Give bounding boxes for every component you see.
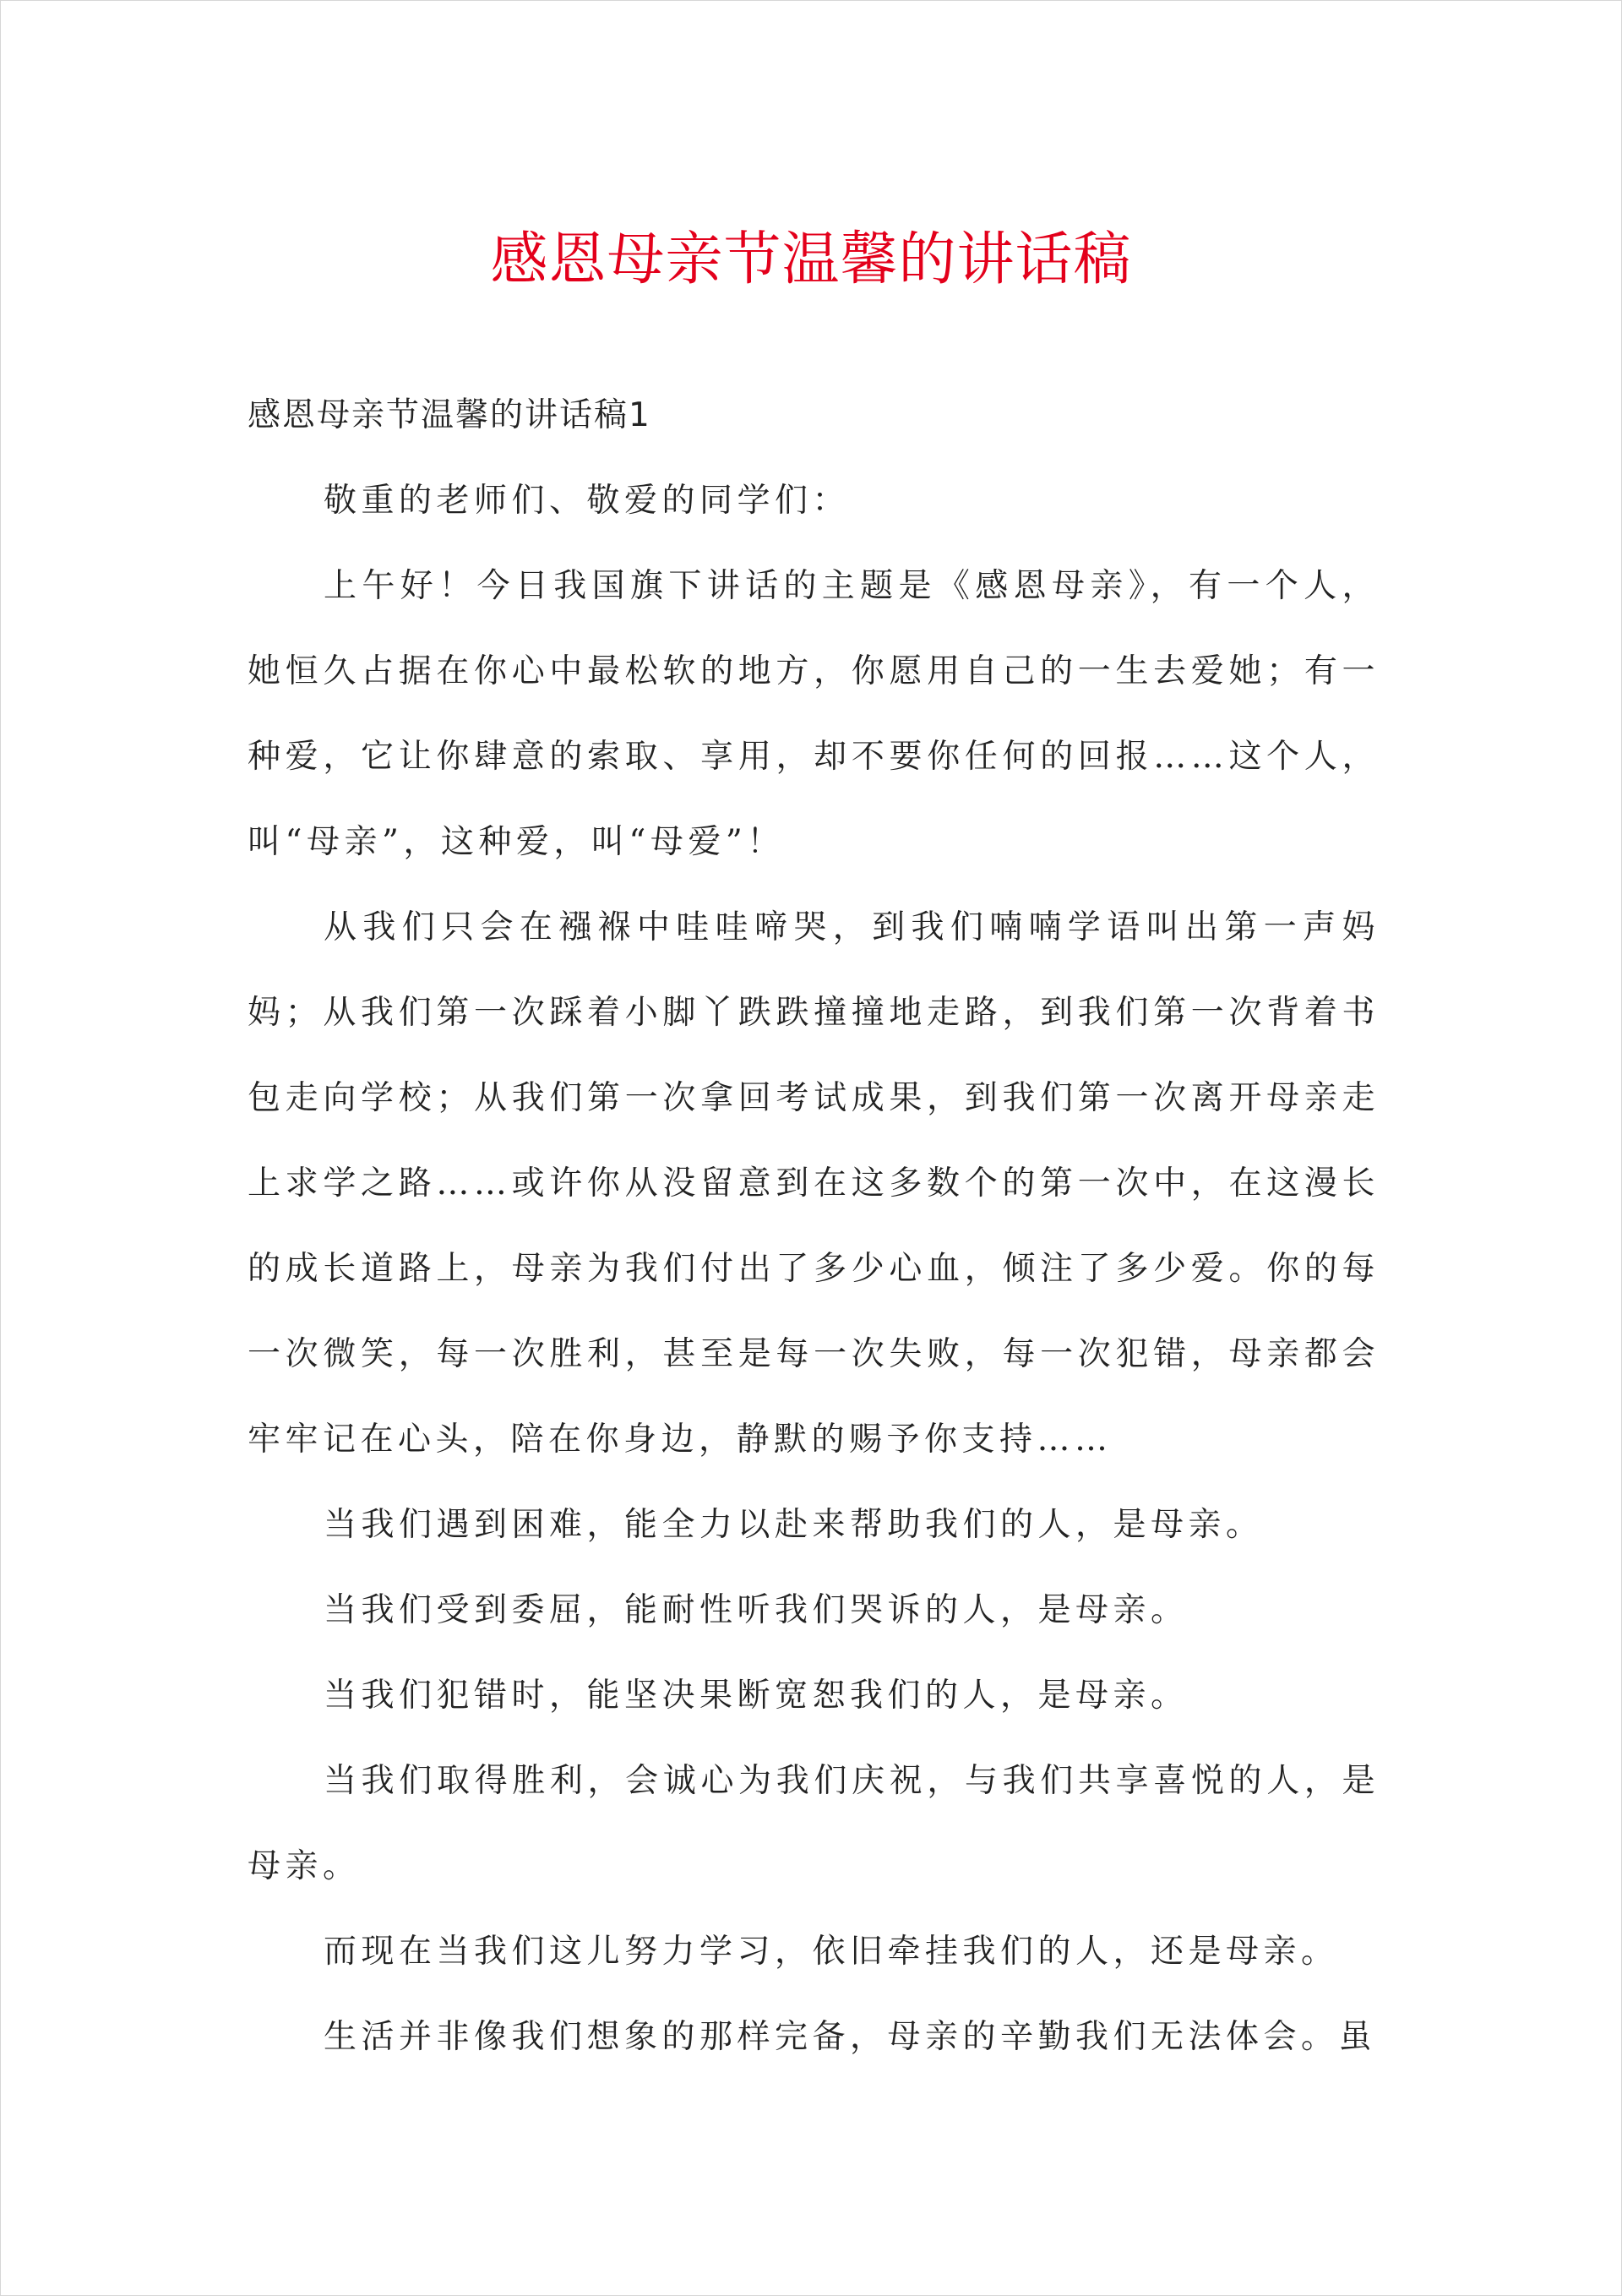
paragraph-mistake: 当我们犯错时，能坚决果断宽恕我们的人，是母亲。: [324, 1677, 1189, 1715]
document-body: [248, 373, 1380, 2080]
paragraph-opening: 上午好！今日我国旗下讲话的主题是《感恩母亲》，有一个人，她恒久占据在你心中最松软的地方，你愿用自己的一生去爱她；有一种爱，它让你肆意的索取、享用，却不要你任何的回报……这个人，叫“母亲”，这种爱，叫“母爱”！: [248, 567, 1380, 861]
document-title: 感恩母亲节温馨的讲话稿: [490, 226, 1132, 293]
section-heading: 感恩母亲节温馨的讲话稿1: [248, 396, 651, 434]
paragraph-grievance: 当我们受到委屈，能耐性听我们哭诉的人，是母亲。: [324, 1591, 1189, 1629]
paragraph-salutation: 敬重的老师们、敬爱的同学们：: [324, 482, 851, 520]
paragraph-difficulty: 当我们遇到困难，能全力以赴来帮助我们的人，是母亲。: [324, 1506, 1264, 1544]
paragraph-study: 而现在当我们这儿努力学习，依旧牵挂我们的人，还是母亲。: [324, 1933, 1339, 1971]
paragraph-growth: 从我们只会在襁褓中哇哇啼哭，到我们喃喃学语叫出第一声妈妈；从我们第一次踩着小脚丫跌跌撞撞地走路，到我们第一次背着书包走向学校；从我们第一次拿回考试成果，到我们第一次离开母亲走上求学之路……或许你从没留意到在这多数个的第一次中，在这漫长的成长道路上，母亲为我们付出了多少心血，倾注了多少爱。你的每一次微笑，每一次胜利，甚至是每一次失败，每一次犯错，母亲都会牢牢记在心头，陪在你身边，静默的赐予你支持……: [248, 908, 1380, 1459]
paragraph-life: 生活并非像我们想象的那样完备，母亲的辛勤我们无法体会。虽: [324, 2018, 1377, 2056]
paragraph-victory: 当我们取得胜利，会诚心为我们庆祝，与我们共享喜悦的人，是母亲。: [248, 1762, 1380, 1885]
